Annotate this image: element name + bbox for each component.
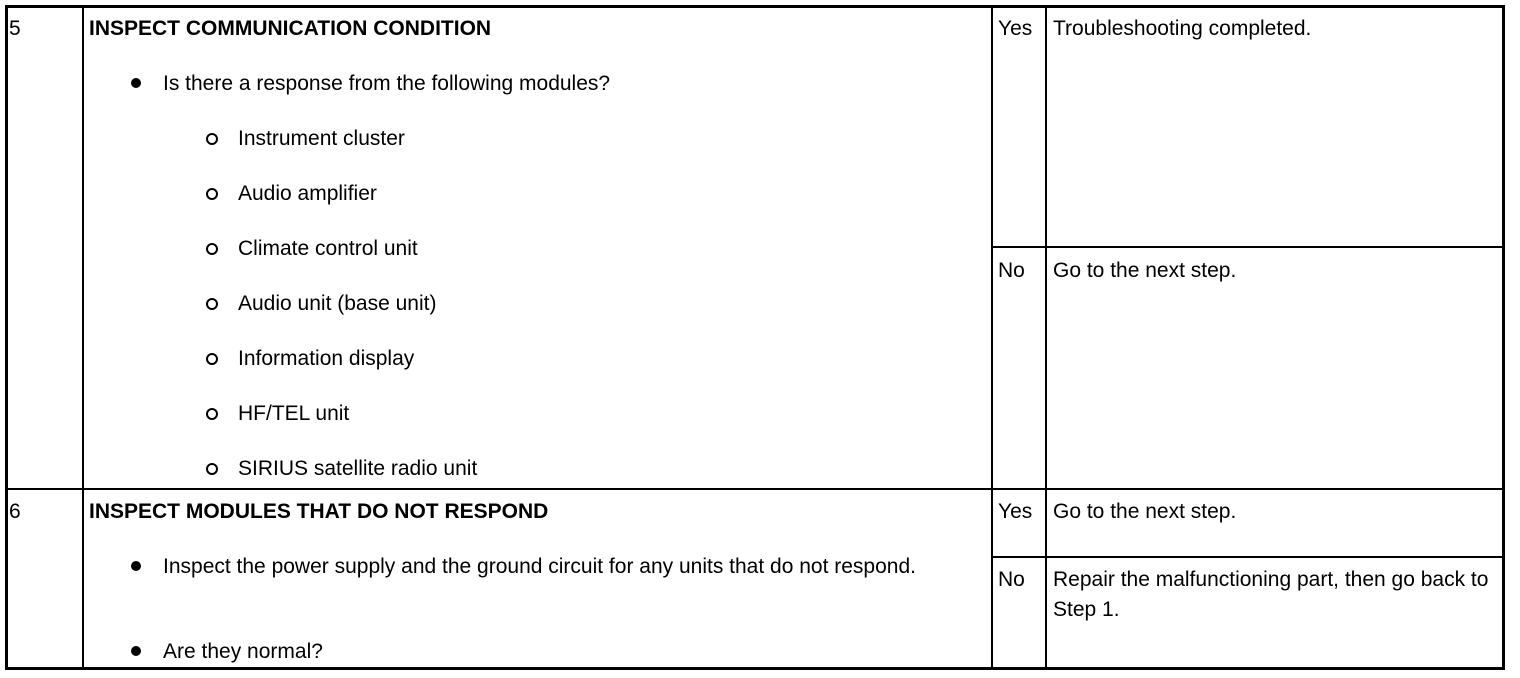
module-item: Instrument cluster [238, 127, 405, 150]
step-question: Is there a response from the following modules? [163, 72, 611, 95]
sub-bullet-icon [206, 463, 218, 475]
step-number: 6 [9, 500, 21, 523]
outcome-action: Troubleshooting completed. [1053, 17, 1312, 40]
outcome-action: Repair the malfunctioning part, then go back to Step 1. [1053, 568, 1489, 621]
step-title: INSPECT COMMUNICATION CONDITION [89, 17, 492, 40]
module-item: HF/TEL unit [238, 402, 350, 425]
bullet-icon [131, 646, 141, 656]
outcome-answer-no: No [998, 259, 1025, 282]
sub-bullet-icon [206, 353, 218, 365]
sub-bullet-icon [206, 298, 218, 310]
outcome-action: Go to the next step. [1053, 500, 1237, 523]
step-title: INSPECT MODULES THAT DO NOT RESPOND [89, 500, 549, 523]
outcome-divider-step5 [991, 246, 1505, 248]
outcome-answer-yes: Yes [998, 500, 1033, 523]
module-item: Audio unit (base unit) [238, 292, 437, 315]
sub-bullet-icon [206, 408, 218, 420]
step-instruction: Inspect the power supply and the ground circuit for any units that do not respond. [163, 555, 916, 578]
bullet-icon [131, 78, 141, 88]
outcome-answer-no: No [998, 568, 1025, 591]
column-divider-number [82, 5, 84, 670]
step-instruction: Are they normal? [163, 640, 323, 663]
sub-bullet-icon [206, 243, 218, 255]
column-divider-answer [991, 5, 993, 670]
outcome-divider-step6 [991, 556, 1505, 558]
bullet-icon [131, 561, 141, 571]
step-number: 5 [9, 17, 21, 40]
sub-bullet-icon [206, 133, 218, 145]
module-item: Information display [238, 347, 415, 370]
outcome-answer-yes: Yes [998, 17, 1033, 40]
module-item: Audio amplifier [238, 182, 377, 205]
outcome-action: Go to the next step. [1053, 259, 1237, 282]
row-divider-step5-6 [5, 488, 1505, 490]
module-item: SIRIUS satellite radio unit [238, 457, 478, 480]
sub-bullet-icon [206, 188, 218, 200]
module-item: Climate control unit [238, 237, 418, 260]
column-divider-action [1045, 5, 1047, 670]
